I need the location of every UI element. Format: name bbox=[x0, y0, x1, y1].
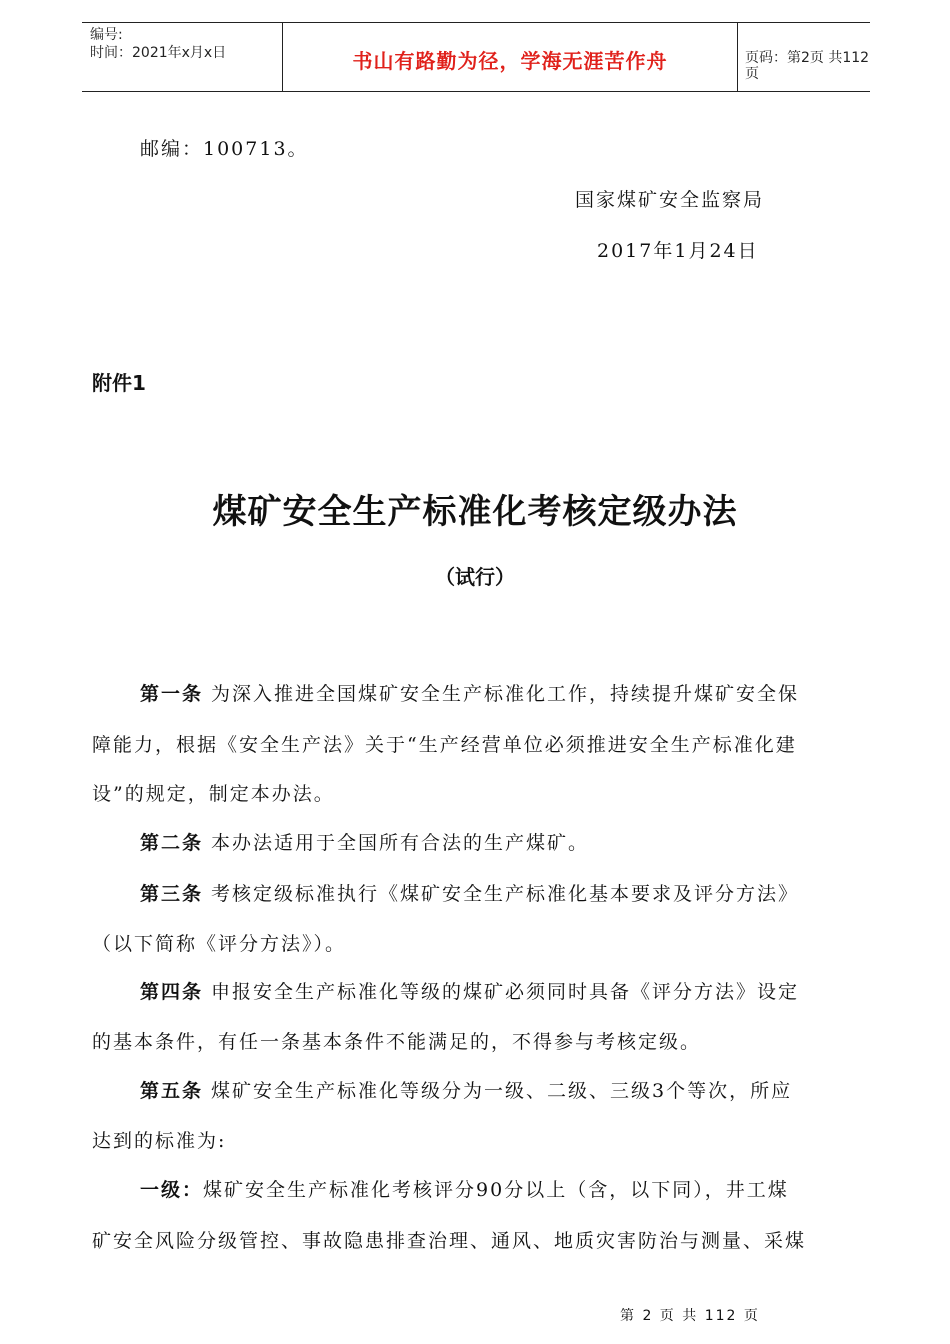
article-3-text-1: 考核定级标准执行《煤矿安全生产标准化基本要求及评分方法》 bbox=[203, 883, 800, 905]
article-5-label: 第五条 bbox=[140, 1080, 204, 1102]
page-header bbox=[82, 22, 870, 92]
article-1-label: 第一条 bbox=[140, 683, 204, 705]
header-meta bbox=[82, 23, 282, 91]
level-1-label: 一级： bbox=[140, 1179, 204, 1201]
header-motto-cell bbox=[282, 23, 738, 91]
article-3-label: 第三条 bbox=[140, 883, 204, 905]
header-page-cell bbox=[737, 23, 870, 91]
document-title: 煤矿安全生产标准化考核定级办法 bbox=[212, 492, 738, 532]
article-1-line-3: 设”的规定，制定本办法。 bbox=[92, 783, 335, 805]
header-motto: 书山有路勤为径，学海无涯苦作舟 bbox=[352, 49, 668, 73]
article-3-line-2: （以下简称《评分方法》）。 bbox=[92, 933, 347, 955]
level-1-line-2: 矿安全风险分级管控、事故隐患排查治理、通风、地质灾害防治与测量、采煤 bbox=[92, 1230, 807, 1252]
article-5-text-1: 煤矿安全生产标准化等级分为一级、二级、三级3个等次，所应 bbox=[203, 1080, 793, 1102]
level-1-text-1: 煤矿安全生产标准化考核评分90分以上（含，以下同），井工煤 bbox=[203, 1179, 789, 1201]
issue-date: 2017年1月24日 bbox=[597, 240, 759, 262]
document-number-label: 编号: bbox=[90, 27, 123, 43]
article-2-text-1: 本办法适用于全国所有合法的生产煤矿。 bbox=[203, 832, 590, 854]
article-4-line-2: 的基本条件，有任一条基本条件不能满足的，不得参与考核定级。 bbox=[92, 1031, 702, 1053]
article-5-line-1 bbox=[140, 1076, 792, 1103]
article-1-text-1: 为深入推进全国煤矿安全生产标准化工作，持续提升煤矿安全保 bbox=[203, 683, 800, 705]
article-4-line-1 bbox=[140, 977, 799, 1004]
level-1-line-1 bbox=[140, 1175, 789, 1202]
article-1-line-1 bbox=[140, 679, 799, 706]
article-3-line-1 bbox=[140, 879, 799, 906]
document-subtitle: （试行） bbox=[435, 565, 515, 589]
issuer-name: 国家煤矿安全监察局 bbox=[575, 189, 765, 211]
postcode: 邮编：100713。 bbox=[140, 138, 309, 160]
header-page-info: 页码：第2页 共112页 bbox=[745, 50, 870, 82]
document-time-label: 时间：2021年x月x日 bbox=[90, 45, 227, 61]
article-2-line-1 bbox=[140, 828, 589, 855]
article-5-line-2: 达到的标准为: bbox=[92, 1130, 227, 1152]
article-4-label: 第四条 bbox=[140, 981, 204, 1003]
page-footer: 第 2 页 共 112 页 bbox=[620, 1308, 760, 1324]
attachment-label: 附件1 bbox=[92, 371, 146, 395]
article-2-label: 第二条 bbox=[140, 832, 204, 854]
article-4-text-1: 申报安全生产标准化等级的煤矿必须同时具备《评分方法》设定 bbox=[203, 981, 800, 1003]
article-1-line-2: 障能力，根据《安全生产法》关于“生产经营单位必须推进安全生产标准化建 bbox=[92, 734, 797, 756]
